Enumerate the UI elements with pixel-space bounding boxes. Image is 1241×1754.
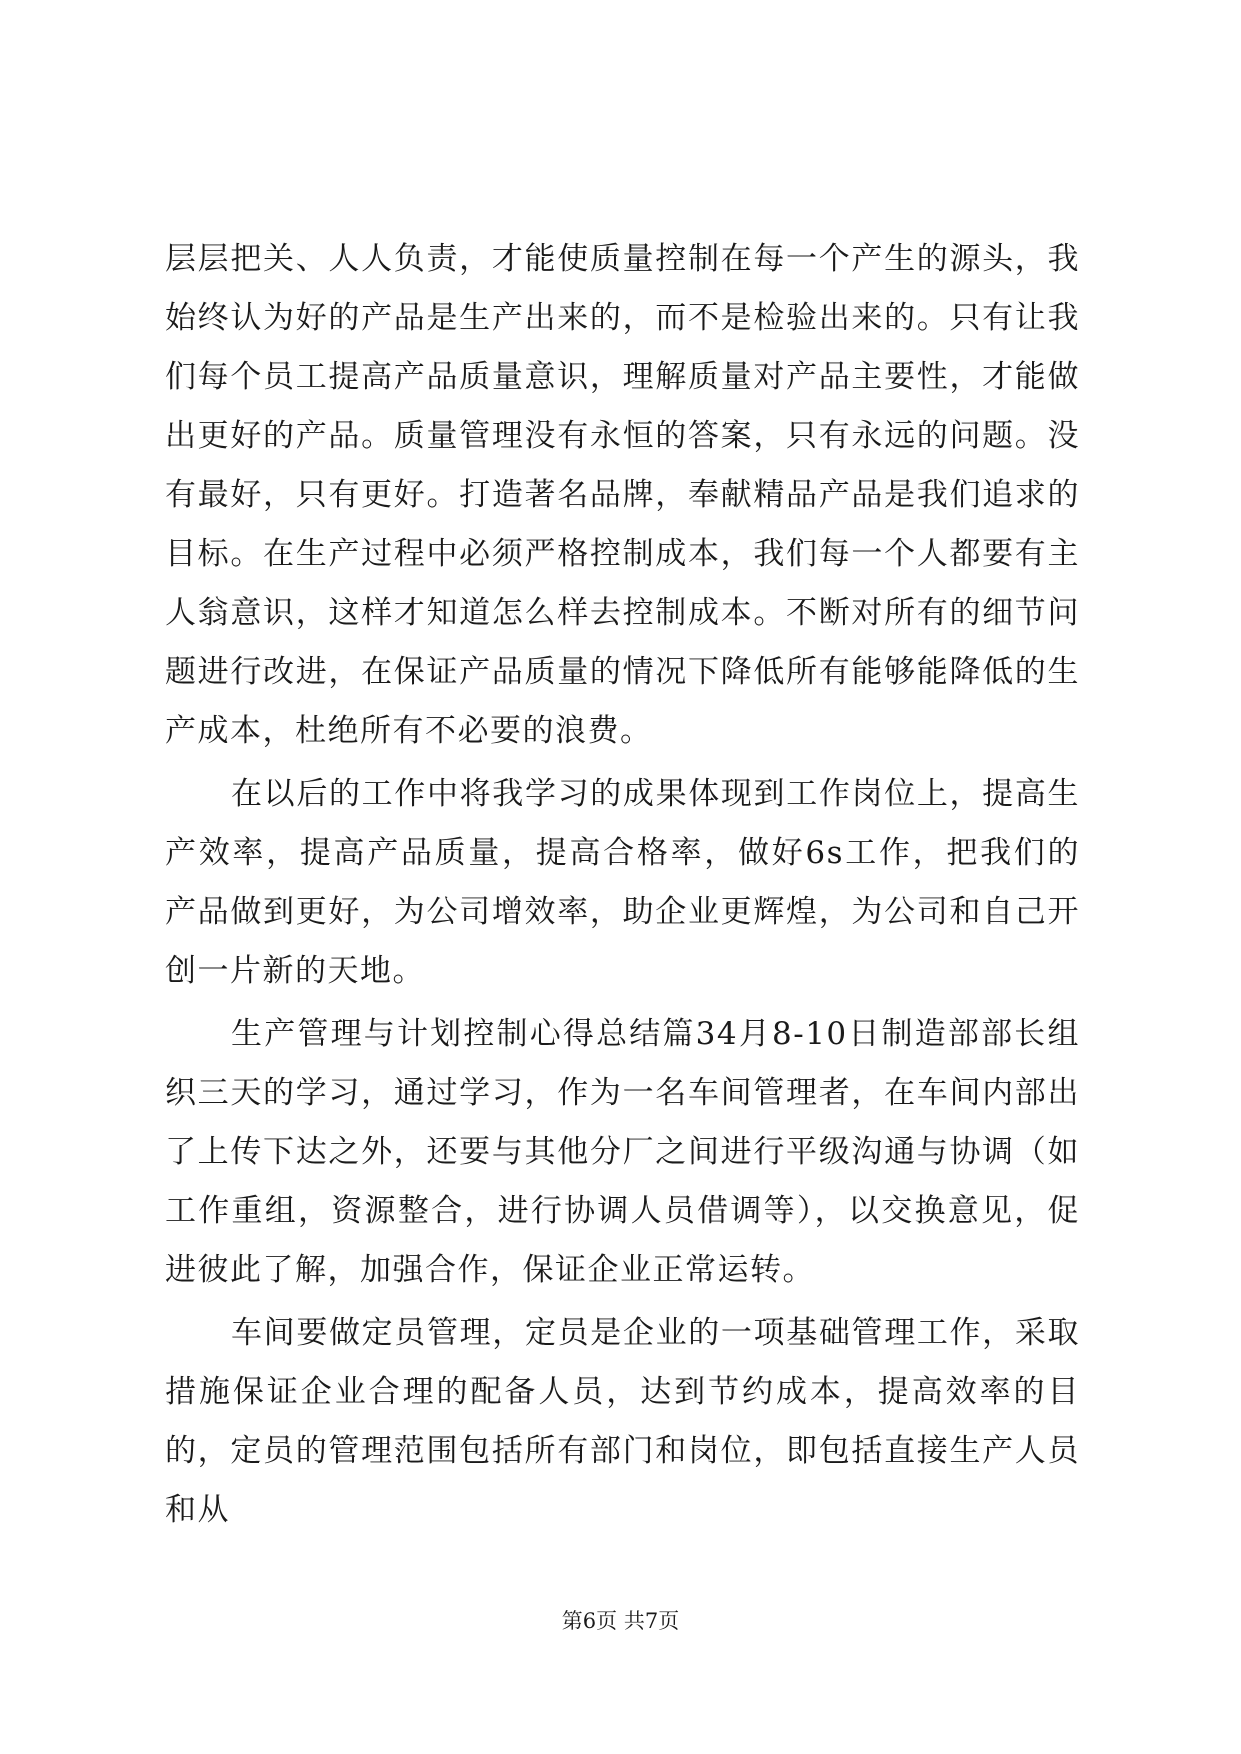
paragraph-continuation: 层层把关、人人负责，才能使质量控制在每一个产生的源头，我始终认为好的产品是生产出来的，而不是检验出来的。只有让我们每个员工提高产品质量意识，理解质量对产品主要性，才能做出更好的产品。质量管理没有永恒的答案，只有永远的问题。没有最好，只有更好。打造著名品牌，奉献精品产品是我们追求的目标。在生产过程中必须严格控制成本，我们每一个人都要有主人翁意识，这样才知道怎么样去控制成本。不断对所有的细节问题进行改进，在保证产品质量的情况下降低所有能够能降低的生产成本，杜绝所有不必要的浪费。 xyxy=(165,241,1080,749)
paragraph-section-3: 生产管理与计划控制心得总结篇34月8-10日制造部部长组织三天的学习，通过学习，作为一名车间管理者，在车间内部出了上传下达之外，还要与其他分厂之间进行平级沟通与协调（如工作重组，资源整合，进行协调人员借调等），以交换意见，促进彼此了解，加强合作，保证企业正常运转。 xyxy=(165,1016,1080,1288)
page-number-footer: 第6页 共7页 xyxy=(561,1609,680,1633)
paragraph-staffing: 车间要做定员管理，定员是企业的一项基础管理工作，采取措施保证企业合理的配备人员，达到节约成本，提高效率的目的，定员的管理范围包括所有部门和岗位，即包括直接生产人员和从 xyxy=(165,1315,1080,1528)
body-text xyxy=(165,230,1080,1540)
paragraph-future-work: 在以后的工作中将我学习的成果体现到工作岗位上，提高生产效率，提高产品质量，提高合格率，做好6s工作，把我们的产品做到更好，为公司增效率，助企业更辉煌，为公司和自己开创一片新的天地。 xyxy=(165,776,1080,989)
